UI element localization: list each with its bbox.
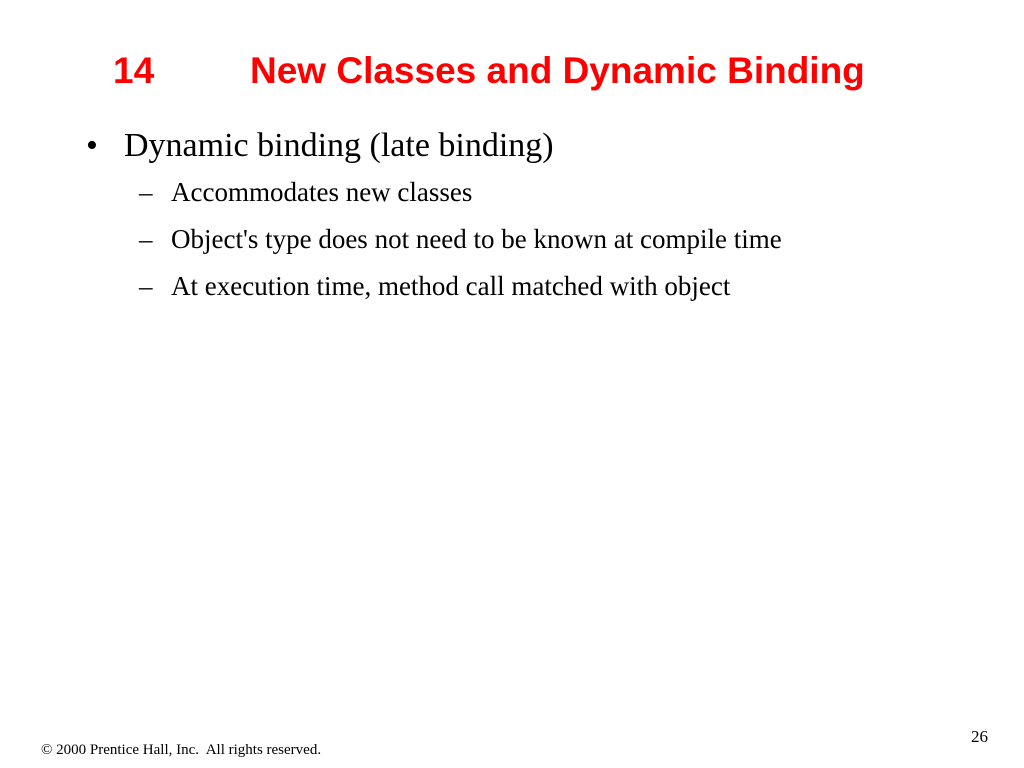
sub-bullet-marker: – [139, 224, 153, 254]
page-number: 26 [971, 727, 988, 746]
sub-bullet-item [0, 271, 1024, 318]
sub-bullet-marker: – [139, 271, 153, 301]
title-text: New Classes and Dynamic Binding [250, 50, 865, 91]
sub-bullet-item [0, 177, 1024, 224]
slide-body [0, 127, 1024, 318]
sub-bullet-text: Accommodates new classes [171, 177, 473, 207]
copyright-footer: © 2000 Prentice Hall, Inc. All rights reserved. [41, 742, 322, 758]
bullet-marker: • [86, 127, 98, 164]
slide-title [0, 50, 1024, 106]
bullet-text: Dynamic binding (late binding) [124, 127, 554, 164]
chapter-number: 14 [113, 50, 155, 91]
sub-bullet-marker: – [139, 177, 153, 207]
sub-bullet-text: At execution time, method call matched with object [171, 271, 731, 301]
bullet-item [0, 127, 1024, 177]
sub-bullet-item [0, 224, 1024, 271]
sub-bullet-text: Object's type does not need to be known at compile time [171, 224, 782, 254]
